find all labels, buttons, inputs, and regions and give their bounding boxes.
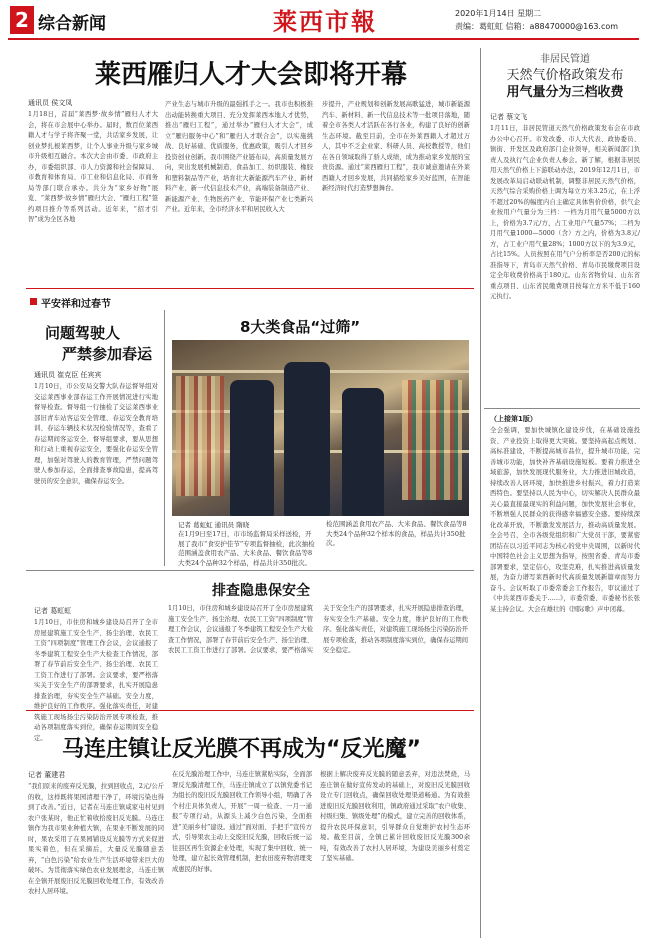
section-marker-icon bbox=[30, 298, 37, 305]
sidebar-title-line1: 天然气价格政策发布 bbox=[506, 68, 624, 83]
sidebar-divider bbox=[484, 408, 640, 409]
article4-byline: 记者 葛虹虹 bbox=[34, 607, 72, 615]
editor-info: 责编：葛虹虹 信箱：a88470000@163.com bbox=[455, 22, 619, 31]
sidebar-byline: 记者 蔡文飞 bbox=[490, 113, 528, 121]
sidebar-body: 1月11日，非居民管道天然气价格政策发布会在市政办公中心召开。市发改委、市人大代表、政协委员、镇街、开发区及政府部门企业领导，相关新闻部门负责人及执行气企业负责人参会。新了解，根据非居民用天然气价格上下游联动办法，2019年12月1日，市发展改革局启动联动机制，调整非居民天然气价格，天然气综合采购价格上调为每立方米3.25元，在上浮不超过20%的幅度内自主确定具体售价价格，供气企业按用户气量分为三档：一档为月用气量5000方以上，价格为3.7元/方，占工业用户气量57%；二档为月用气量1000—5000（含）方之内，价格为3.8元/方，占工业户用气量28%；1000方以下的为3.9元，占比15%。人员按照在用气户分析率是否200元的标准指导下，青岛市天然气价格、青岛市民缴费项目设定全年收费价格高于180元。山东省物价局、山东省重点项目、山东省民缴费项目按每立方米不低于160元执行。 bbox=[490, 125, 640, 300]
article1-column-2: 产业生态与城市升级的最强抓手之一。我市也积极推出动能转换重大项目、充分发挥莱西本地人才优势，推出“雁归工程”，通过举办“雁归人才大会”，成立“雁归服务中心”和“雁归人才联合会”，以实施挑战、良好基础、优质服务，优惠政策，吸引人才回乡投资创业创新。我市围绕产业链布局，高质量发展方向，突出发展机械制造、食品加工、纺织服装、橡胶和塑料制品等产业，培育壮大新能源汽车产业、新材料产业、新一代信息技术产业，高端装备制造产业、新能源产业、生物医药产业、节能环保产业七类新兴产业。近年来，全市经济水平和居民收入大 bbox=[165, 101, 313, 213]
article2-body: 1月10日，市公安局交警大队春运督导组对交运莱西事业部春运工作开展情况进行实地督导检查。督导组一行抽检了交运莱西事业部旧青车站客运安全管理、春运安全教育培训、春运车辆技术状况检验情况等，查看了春运期间客运安全、督导组要求，要从思想和行动上重视春运安全，要强化春运安全管理，加强对驾驶人的教育管理，严禁问题驾驶人参加春运，全面排查事故隐患，提高驾驶员的安全意识，确保春运安全。 bbox=[34, 383, 158, 485]
photo-caption-right: 检范围涵盖食用农产品、大米食品、餐饮食品等8大类24个品种32个样本的食品，样品共计350批次。 bbox=[326, 520, 467, 547]
article4-headline: 排查隐患保安全 bbox=[212, 583, 310, 599]
article2-headline-line2: 严禁参加春运 bbox=[62, 345, 153, 363]
column-divider bbox=[480, 48, 481, 938]
article1-byline: 通讯员 侯文凤 bbox=[28, 99, 73, 107]
box-top-rule bbox=[26, 288, 474, 289]
box-column-divider bbox=[164, 310, 165, 566]
box-mid-rule bbox=[26, 570, 474, 571]
article5-byline: 记者 董建君 bbox=[28, 771, 66, 779]
sidebar-kicker: 非居民管道 bbox=[540, 54, 590, 65]
article5-column-2: 在反光膜治理工作中，马连庄镇紧贴实际，全面部署反光膜清理工作，马连庄镇成立了以镇党委书记为组长的废旧反光膜回收工作领导小组，明确了各个村庄具体负责人，开展“一周一检查、一月一通报”专项行动，从源头上减少白色污染，全面推进“美丽乡村”建设。通过“面对面、手把手”宣传方式，引导果农主动上交废旧反光膜，回收后统一运往县区再生资源企业处理，实现了集中回收、统一处理，建立起长效管理机制，把农田废弃物清理变成惠民的好事。 bbox=[172, 771, 312, 873]
article5-column-1: “我们原来的废弃反光膜，拉到回收点，2元/公斤的收，这样既将果园清理干净了，环境污染也得到了改善。”近日，记者在马连庄镇咸家屯村见到农户张某时，他正忙着收拾废旧反光膜。马连庄镇作为我市果业种植大镇，在果业不断发展的同时，果农采用了在果园铺设反光膜等方式来促进果实着色，但在采摘后，大量反光膜随意丢弃，“白色污染”给农业生产生活环境带来巨大的破坏。为贯彻落实绿色农业发展理念，马连庄镇在全镇开展废旧反光膜回收处理工作，有效改善农村人居环境。 bbox=[28, 783, 164, 895]
article5-column-3: 根据上解决废弃反光膜的随意丢弃，对违法焚烧，马连庄镇在做好宣传发动的基础上，对废旧反光膜回收设立专门回收点，确保回收处理渠道畅通。为有效推进废旧反光膜回收利用，镇政府通过采取“农户收集、村级归集、镇级处理”的模式，建立完善的回收体系，提升农民环保意识，引导群众自觉维护农村生态环境。截至目前，全镇已累计回收废旧反光膜300余吨，有效改善了农村人居环境，为建设美丽乡村奠定了坚实基础。 bbox=[320, 771, 470, 862]
page-number-badge: 2 bbox=[10, 6, 34, 34]
box-bottom-rule bbox=[26, 710, 474, 711]
article4-column-2: 1月10日，市住房和城乡建设局召开了全市房屋建筑施工安全生产、扬尘治理、农民工工资“四项制度”管理工作会议，会议通报了冬季建筑工程安全生产大检查工作情况，部署了春节前后安全生产、扬尘治理、农民工工资工作进行了部署。会议要求，要严格落实关于安全生产的部署要求，扎实开展隐患排查治理，夯实安全生产基础。安全力度，维护良好的工作秩序。强化落实责任，对建筑施工现场扬尘污染防治开展专项检查，推动各项制度落实到位，确保春运期间安全稳定。 bbox=[168, 605, 468, 654]
section-label: 平安祥和过春节 bbox=[41, 299, 111, 310]
article5-headline: 马连庄镇让反光膜不再成为“反光魔” bbox=[62, 737, 421, 762]
photo-credit: 记者 葛虹虹 通讯员 隋晓 bbox=[178, 521, 250, 529]
article2-headline-line1: 问题驾驶人 bbox=[45, 324, 121, 342]
article3-headline: 8大类食品“过筛” bbox=[240, 318, 361, 336]
issue-date: 2020年1月14日 星期二 bbox=[455, 9, 542, 18]
sidebar-title-line2: 用气量分为三档收费 bbox=[506, 85, 624, 100]
newspaper-masthead: 莱西市報 bbox=[273, 7, 377, 36]
continued-body: 全会强调，要加快城镇化建设步伐，在基础设施投资、产业投资上取得更大突破。要坚持高起点规划、高标准建设，不断提高城市品位，提升城市功能，完善城市功能，加快补齐基础设施短板。要着力推进全域旅游，加快发展现代服务业，大力推进旧城改造，持续改善人居环境，加快推进乡村振兴，着力打造莱西特色。要坚持以人民为中心，切实解决人民群众最关心最直接最现实的利益问题，加快发展社会事业，不断增强人民群众的获得感幸福感安全感。要持续深化改革开放，不断激发发展活力，推动高质量发展。全会号召，全市各级党组织和广大党员干部，要紧密团结在以习近平同志为核心的党中央周围，以新时代中国特色社会主义思想为指导，按照省委、青岛市委部署要求，坚定信心，攻坚克难，扎实推进高质量发展，为奋力谱写莱西新时代高质量发展新篇章而努力奋斗。会议听取了市委常委会工作报告，审议通过了《中共莱西市委关于……》，市委常委、市委秘书长张某主持会议。大会在雄壮的《国际歌》声中闭幕。 bbox=[490, 427, 640, 613]
photo-caption-left: 在1月9日至17日，市市场监督局采样送检，开展了我市“食安护佳节”专项监督抽检，此次抽检范围涵盖食用农产品、大米食品、餐饮食品等8大类24个品种32个样品，样品共计350批次。 bbox=[178, 530, 315, 567]
header-rule bbox=[8, 38, 639, 40]
article1-column-1: 1月18日，首届“莱西梦·故乡情”雁归人才大会，将在市会展中心举办。届时，数百位莱西籍人才与学子将齐聚一堂，共话家乡发展，让创业梦扎根莱西梦，让个人事业升级与家乡城市升级相互融合。本次大会由市委、市政府主办，市委组织部、市人力资源和社会保障局、市教育和体育局、市工业和信息化局、市商务局等部门联合承办。共分为“家乡好物”展览、“莱西梦·故乡情”雁归大会、“雁归工程”签约项目推介等系列活动。近年来，“招才引智”成为全区各地 bbox=[28, 111, 158, 223]
continued-kicker: （上接第1版） bbox=[490, 415, 537, 423]
article1-headline: 莱西雁归人才大会即将开幕 bbox=[95, 60, 408, 90]
food-inspection-photo bbox=[172, 340, 469, 516]
article4-column-1: 1月10日，市住房和城乡建设局召开了全市房屋建筑施工安全生产、扬尘治理、农民工工资“四项制度”管理工作会议，会议通报了冬季建筑工程安全生产大检查工作情况，部署了春节前后安全生产、扬尘治理、农民工工资工作进行了部署。会议要求，要严格落实关于安全生产的部署要求，扎实开展隐患排查治理，夯实安全生产基础。安全力度，维护良好的工作秩序。强化落实责任，对建筑施工现场扬尘污染防治开展专项检查，推动各项制度落实到位，确保春运期间安全稳定。 bbox=[34, 619, 158, 742]
article2-byline: 通讯员 崔克臣 任宾宾 bbox=[34, 371, 102, 379]
section-title: 综合新闻 bbox=[38, 14, 106, 34]
article1-column-3: 步提升，产业规划和创新发展高歌猛进，城市新能源汽车、新材料、新一代信息技术等一批项目落地，随着全市各类人才活跃在各行各业，构建了良好的创新生态环境。截至目前，全市在外莱西籍人才超过万人，其中不乏企业家、科研人员、高校教授等，他们在各自领域取得了骄人成绩，成为推动家乡发展的宝贵资源。通过“莱西雁归工程”，我市诚意邀请在外莱西籍人才回乡发展，共同描绘家乡美好蓝图，在智能新经济时代打造梦想舞台。 bbox=[322, 101, 470, 192]
